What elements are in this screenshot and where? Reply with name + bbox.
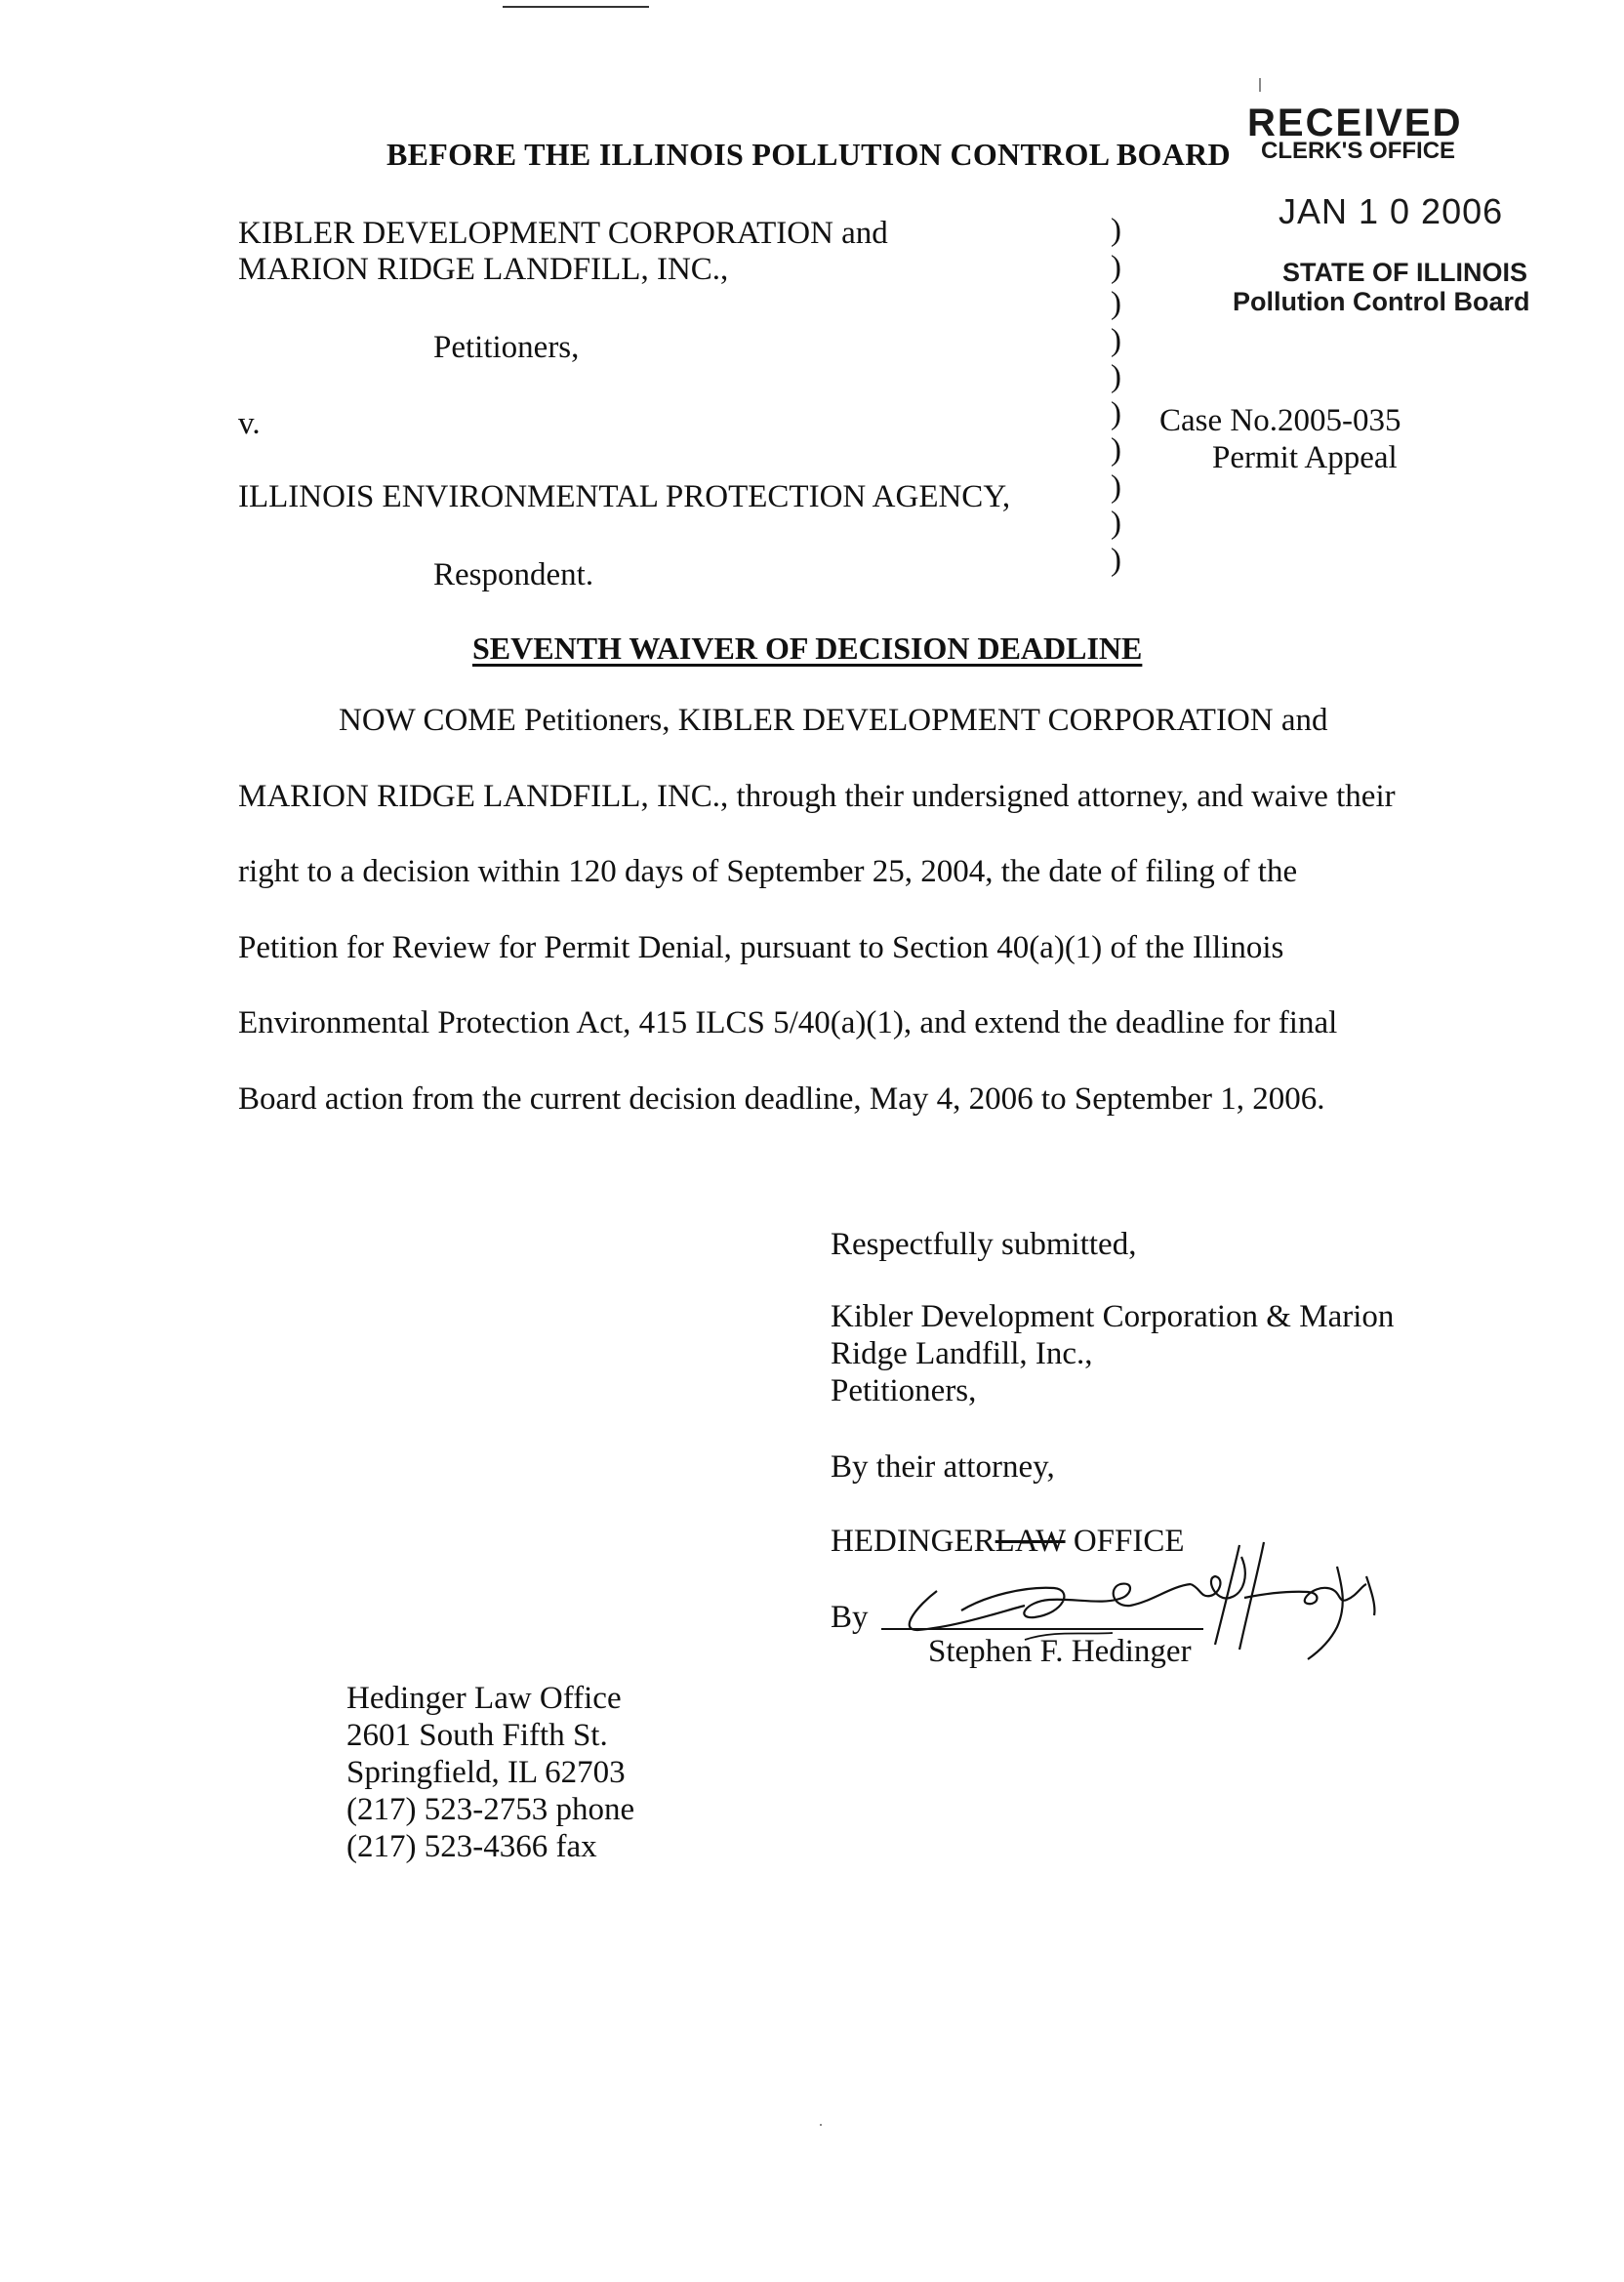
- caption-paren: ): [1111, 249, 1121, 285]
- stamp-received: RECEIVED: [1247, 102, 1463, 144]
- handwritten-signature: [878, 1537, 1386, 1684]
- caption-paren: ): [1111, 322, 1121, 358]
- closing: Respectfully submitted,: [831, 1227, 1137, 1262]
- document-heading: SEVENTH WAIVER OF DECISION DEADLINE: [472, 631, 1143, 666]
- firm-suffix: OFFICE: [1073, 1524, 1185, 1559]
- stamp-state: STATE OF ILLINOIS: [1282, 258, 1527, 287]
- by-label: By: [831, 1600, 869, 1635]
- firm-struck: LAW: [995, 1524, 1066, 1559]
- respondent-label: Respondent.: [433, 557, 594, 592]
- received-stamp: [1220, 102, 1542, 336]
- address-line: Hedinger Law Office: [346, 1681, 622, 1716]
- stamp-clerks-office: CLERK'S OFFICE: [1261, 138, 1456, 164]
- caption-paren: ): [1111, 213, 1121, 248]
- case-type: Permit Appeal: [1212, 440, 1398, 475]
- address-line: (217) 523-2753 phone: [346, 1792, 635, 1827]
- caption-paren: ): [1111, 395, 1121, 431]
- scan-speck: [820, 2124, 822, 2126]
- caption-paren: ): [1111, 506, 1121, 541]
- caption-paren: ): [1111, 469, 1121, 505]
- party-line-3: Petitioners,: [831, 1373, 977, 1408]
- caption-paren: ): [1111, 432, 1121, 468]
- address-line: (217) 523-4366 fax: [346, 1829, 597, 1864]
- body-line: Petition for Review for Permit Denial, pursuant to Section 40(a)(1) of the Illinois: [238, 930, 1284, 965]
- by-their-attorney: By their attorney,: [831, 1449, 1055, 1485]
- stamp-date: JAN 1 0 2006: [1279, 191, 1504, 231]
- caption-paren: ): [1111, 286, 1121, 321]
- caption-paren: ): [1111, 359, 1121, 394]
- caption-divider: [1111, 213, 1130, 579]
- case-number: Case No.2005-035: [1159, 403, 1401, 438]
- body-line: right to a decision within 120 days of September 25, 2004, the date of filing of the: [238, 854, 1298, 889]
- caption-paren: ): [1111, 542, 1121, 578]
- address-line: Springfield, IL 62703: [346, 1755, 626, 1790]
- firm-prefix: HEDINGER: [831, 1524, 995, 1559]
- petitioners-label: Petitioners,: [433, 330, 580, 365]
- versus: v.: [238, 406, 261, 441]
- scan-speck: [1259, 78, 1261, 92]
- body-line: MARION RIDGE LANDFILL, INC., through their undersigned attorney, and waive their: [238, 779, 1396, 814]
- stamp-board: Pollution Control Board: [1233, 287, 1530, 316]
- scan-artifact-line: [503, 6, 649, 8]
- respondent-name: ILLINOIS ENVIRONMENTAL PROTECTION AGENCY,: [238, 479, 1011, 514]
- page-title: BEFORE THE ILLINOIS POLLUTION CONTROL BOARD: [386, 137, 1231, 172]
- signer-name: Stephen F. Hedinger: [928, 1634, 1192, 1669]
- body-line: Board action from the current decision deadline, May 4, 2006 to September 1, 2006.: [238, 1081, 1325, 1117]
- body-line: Environmental Protection Act, 415 ILCS 5/40(a)(1), and extend the deadline for final: [238, 1005, 1338, 1040]
- party-line-1: Kibler Development Corporation & Marion: [831, 1299, 1395, 1334]
- address-line: 2601 South Fifth St.: [346, 1718, 608, 1753]
- party-line-2: Ridge Landfill, Inc.,: [831, 1336, 1093, 1371]
- petitioner-line-2: MARION RIDGE LANDFILL, INC.,: [238, 252, 729, 287]
- body-line: NOW COME Petitioners, KIBLER DEVELOPMENT CORPORATION and: [339, 703, 1328, 738]
- petitioner-line-1: KIBLER DEVELOPMENT CORPORATION and: [238, 216, 888, 251]
